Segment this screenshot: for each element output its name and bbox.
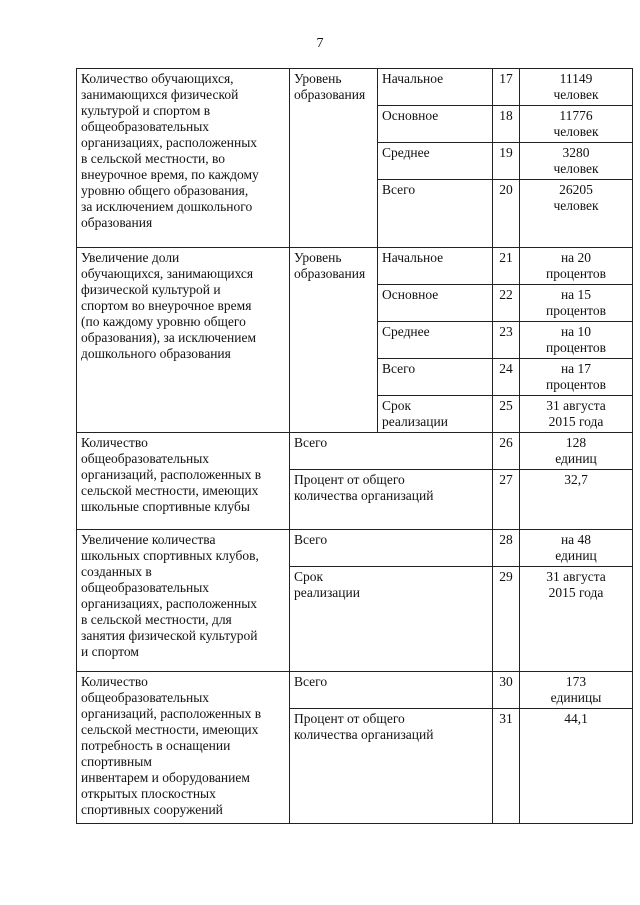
row-label-line: Всего	[382, 182, 416, 197]
indicator-description-line: культурой и спортом в	[81, 103, 211, 118]
indicator-description-line: школьные спортивные клубы	[81, 499, 250, 514]
row-label-line: Основное	[382, 287, 439, 302]
indicator-description-line: спортом во внеурочное время	[81, 298, 252, 313]
row-label-line: количества организаций	[294, 488, 434, 503]
indicator-description-line: организациях, расположенных	[81, 596, 258, 611]
row-value-line: единицы	[550, 690, 602, 705]
row-value	[520, 143, 633, 180]
table-row	[77, 672, 633, 709]
indicator-description-line: организаций, расположенных в	[81, 706, 262, 721]
indicator-description-line: спортивных сооружений	[81, 802, 223, 817]
indicator-description-line: образования), за исключением	[81, 330, 257, 345]
row-label	[378, 106, 493, 143]
row-value-line: 44,1	[564, 711, 588, 726]
row-label	[378, 69, 493, 106]
row-number: 27	[493, 470, 520, 530]
indicator-description-line: спортивным	[81, 754, 152, 769]
row-value-line: 128	[565, 435, 587, 450]
row-value	[520, 180, 633, 248]
indicator-description-line: Увеличение количества	[81, 532, 216, 547]
row-value-line: 31 августа	[546, 569, 606, 584]
row-value-line: человек	[553, 87, 599, 102]
indicator-description-line: организаций, расположенных в	[81, 467, 262, 482]
row-value-line: процентов	[545, 266, 606, 281]
indicator-description-line: Количество обучающихся,	[81, 71, 234, 86]
indicator-description-line: школьных спортивных клубов,	[81, 548, 259, 563]
row-value-line: 11149	[559, 71, 593, 86]
row-number: 30	[493, 672, 520, 709]
row-number: 17	[493, 69, 520, 106]
row-value	[520, 709, 633, 824]
group-label	[290, 69, 378, 248]
row-number: 21	[493, 248, 520, 285]
row-value	[520, 359, 633, 396]
row-label-line: Всего	[294, 674, 328, 689]
row-label	[290, 709, 493, 824]
row-value-line: на 15	[560, 287, 592, 302]
row-value	[520, 433, 633, 470]
row-value-line: 31 августа	[546, 398, 606, 413]
row-number: 23	[493, 322, 520, 359]
indicator-description-line: уровню общего образования,	[81, 183, 249, 198]
indicator-description-line: занятия физической культурой	[81, 628, 258, 643]
indicator-description-line: созданных в	[81, 564, 152, 579]
row-value-line: на 48	[560, 532, 592, 547]
row-label	[378, 180, 493, 248]
indicator-description-line: за исключением дошкольного	[81, 199, 253, 214]
indicator-description-line: дошкольного образования	[81, 346, 231, 361]
indicator-description-line: физической культурой и	[81, 282, 221, 297]
row-label-line: Срок	[382, 398, 412, 413]
row-value-line: 26205	[559, 182, 593, 197]
row-label	[378, 285, 493, 322]
row-value-line: процентов	[545, 303, 606, 318]
row-label	[378, 143, 493, 180]
row-value	[520, 567, 633, 672]
indicator-description-line: (по каждому уровню общего	[81, 314, 246, 329]
indicator-description-line: общеобразовательных	[81, 451, 210, 466]
page-number: 7	[316, 36, 324, 51]
row-value-line: 2015 года	[548, 585, 604, 600]
indicator-description-line: в сельской местности, во	[81, 151, 225, 166]
row-value-line: на 10	[560, 324, 592, 339]
indicator-description-line: потребность в оснащении	[81, 738, 231, 753]
table-row	[77, 433, 633, 470]
row-label-line: Среднее	[382, 145, 430, 160]
indicators-table	[76, 68, 633, 824]
indicator-description-line: обучающихся, занимающихся	[81, 266, 254, 281]
row-value-line: человек	[553, 124, 599, 139]
row-value-line: единиц	[555, 548, 597, 563]
row-label	[290, 567, 493, 672]
row-value-line: на 17	[560, 361, 592, 376]
row-number: 20	[493, 180, 520, 248]
indicator-description	[77, 433, 290, 530]
indicator-description	[77, 530, 290, 672]
row-value-line: процентов	[545, 377, 606, 392]
row-number: 18	[493, 106, 520, 143]
row-label-line: Основное	[382, 108, 439, 123]
row-number: 31	[493, 709, 520, 824]
row-label-line: реализации	[294, 585, 360, 600]
row-label	[290, 470, 493, 530]
indicator-description-line: и спортом	[81, 644, 139, 659]
indicator-description-line: инвентарем и оборудованием	[81, 770, 250, 785]
row-value	[520, 396, 633, 433]
table-row	[77, 69, 633, 106]
indicator-description-line: в сельской местности, для	[81, 612, 232, 627]
row-value	[520, 530, 633, 567]
row-label	[290, 672, 493, 709]
row-value	[520, 106, 633, 143]
row-value	[520, 69, 633, 106]
row-value-line: процентов	[545, 340, 606, 355]
row-value-line: 3280	[562, 145, 590, 160]
row-number: 24	[493, 359, 520, 396]
indicator-description-line: общеобразовательных	[81, 119, 210, 134]
group-label-line: образования	[294, 87, 366, 102]
table-row	[77, 248, 633, 285]
row-number: 25	[493, 396, 520, 433]
group-label-line: образования	[294, 266, 366, 281]
row-number: 26	[493, 433, 520, 470]
group-label-line: Уровень	[294, 71, 342, 86]
row-label	[290, 433, 493, 470]
row-label-line: количества организаций	[294, 727, 434, 742]
row-label-line: Всего	[382, 361, 416, 376]
row-value	[520, 322, 633, 359]
row-value-line: 11776	[559, 108, 593, 123]
row-value-line: на 20	[560, 250, 592, 265]
row-value	[520, 248, 633, 285]
row-label-line: Начальное	[382, 71, 444, 86]
indicator-description-line: сельской местности, имеющих	[81, 722, 259, 737]
table-row	[77, 530, 633, 567]
row-number: 28	[493, 530, 520, 567]
row-value	[520, 285, 633, 322]
indicator-description-line: внеурочное время, по каждому	[81, 167, 259, 182]
indicator-description-line: занимающихся физической	[81, 87, 239, 102]
indicator-description-line: общеобразовательных	[81, 580, 210, 595]
indicator-description-line: общеобразовательных	[81, 690, 210, 705]
indicator-description-line: Количество	[81, 674, 148, 689]
row-label-line: Процент от общего	[294, 472, 405, 487]
indicator-description-line: сельской местности, имеющих	[81, 483, 259, 498]
indicator-description-line: открытых плоскостных	[81, 786, 216, 801]
row-label	[378, 322, 493, 359]
indicator-description	[77, 69, 290, 248]
indicator-description-line: Увеличение доли	[81, 250, 180, 265]
row-label	[290, 530, 493, 567]
row-label-line: Процент от общего	[294, 711, 405, 726]
row-label-line: Срок	[294, 569, 324, 584]
indicator-description-line: Количество	[81, 435, 148, 450]
indicator-description	[77, 672, 290, 824]
group-label-line: Уровень	[294, 250, 342, 265]
row-value-line: 2015 года	[548, 414, 604, 429]
row-number: 29	[493, 567, 520, 672]
indicator-description-line: организациях, расположенных	[81, 135, 258, 150]
row-value-line: человек	[553, 161, 599, 176]
row-value-line: единиц	[555, 451, 597, 466]
row-label	[378, 248, 493, 285]
row-value-line: 32,7	[564, 472, 588, 487]
row-label	[378, 396, 493, 433]
row-value	[520, 470, 633, 530]
row-value-line: 173	[565, 674, 587, 689]
row-label-line: Среднее	[382, 324, 430, 339]
row-value-line: человек	[553, 198, 599, 213]
row-label-line: Всего	[294, 435, 328, 450]
row-number: 22	[493, 285, 520, 322]
row-label	[378, 359, 493, 396]
indicator-description-line: образования	[81, 215, 153, 230]
row-value	[520, 672, 633, 709]
row-label-line: реализации	[382, 414, 448, 429]
row-label-line: Всего	[294, 532, 328, 547]
row-number: 19	[493, 143, 520, 180]
indicator-description	[77, 248, 290, 433]
row-label-line: Начальное	[382, 250, 444, 265]
group-label	[290, 248, 378, 433]
